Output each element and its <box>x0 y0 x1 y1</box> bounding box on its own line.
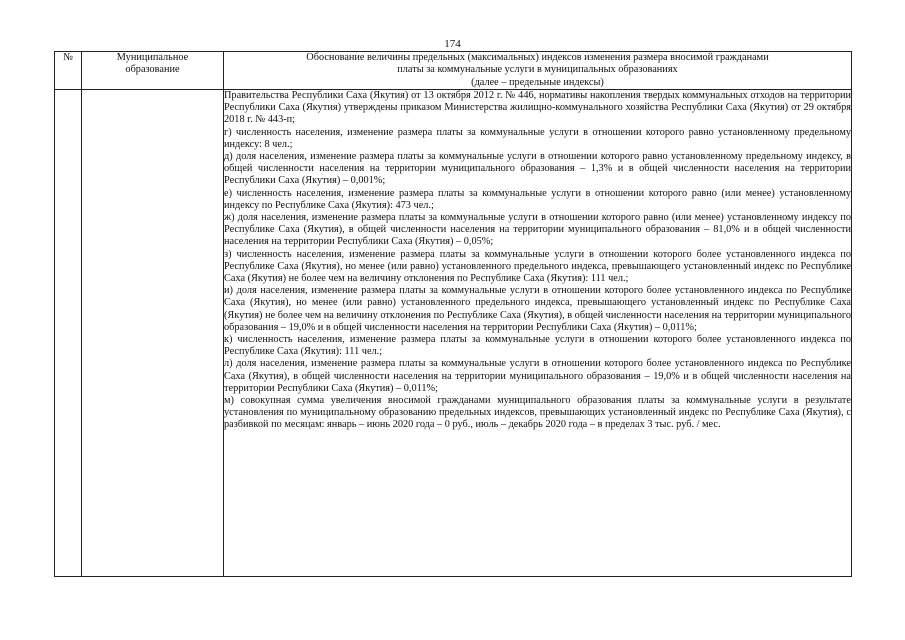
rationale-paragraph: з) численность населения, изменение размера платы за коммунальные услуги в отношении которого более установленного индекса по Республике Саха (Якутия), но менее (или равно) установленного предельного индекса, превышающего установленный индекс по Республике Саха (Якутия) не более чем на величину отклонения по Республике Саха (Якутия): 111 чел.; <box>224 248 851 284</box>
rationale-paragraph: к) численность населения, изменение размера платы за коммунальные услуги в отношении которого более установленного индекса по Республике Саха (Якутия): 111 чел.; <box>224 333 851 358</box>
table-header-row <box>55 52 852 90</box>
row-rationale-cell <box>224 89 852 576</box>
rationale-paragraph: Правительства Республики Саха (Якутия) от 13 октября 2012 г. № 446, нормативы накопления твердых коммунальных отходов на территории Республики Саха (Якутия) утверждены приказом Министерства жилищно-коммунального хозяйства Республики Саха (Якутия) от 29 октября 2018 г. № 443-п; <box>224 89 851 126</box>
rationale-paragraph: и) доля населения, изменение размера платы за коммунальные услуги в отношении которого более установленного индекса по Республике Саха (Якутия), но менее (или равно) установленного предельного индекса, превышающего установленный индекс по Республике Саха (Якутия) не более чем на величину отклонения по Республике Саха (Якутия), в общей численности населения на территории муниципального образования – 19,0% и в общей численности населения на территории Республики Саха (Якутия) – 0,011%; <box>224 285 851 333</box>
row-number-cell <box>55 89 82 576</box>
rationale-paragraph: г) численность населения, изменение размера платы за коммунальные услуги в отношении которого равно установленному предельному индексу: 8 чел.; <box>224 126 851 150</box>
header-rationale-line-2: платы за коммунальные услуги в муниципальных образованиях <box>397 64 678 76</box>
page-number: 174 <box>444 38 461 50</box>
rationale-paragraph: ж) доля населения, изменение размера платы за коммунальные услуги в отношении которого равно (или менее) установленному индексу по Республике Саха (Якутия), в общей численности населения на территории муниципального образования – 81,0% и в общей численности населения на территории Республики Саха (Якутия) – 0,05%; <box>224 211 851 248</box>
header-municipality <box>82 52 224 90</box>
header-municipality-line-2: образование <box>125 64 180 76</box>
header-rationale <box>224 52 852 90</box>
header-number <box>55 52 82 90</box>
header-municipality-line-1: Муниципальное <box>116 52 189 63</box>
header-number-label: № <box>63 52 73 63</box>
rationale-paragraph: м) совокупная сумма увеличения вносимой гражданами муниципального образования платы за коммунальные услуги в результате установления по муниципальному образованию предельных индексов, превышающих установленный индекс по Республике Саха (Якутия), с разбивкой по месяцам: январь – июнь 2020 года – 0 руб., июль – декабрь 2020 года – в пределах 3 тыс. руб. / мес. <box>224 394 851 431</box>
rationale-table <box>54 51 852 577</box>
rationale-paragraph: е) численность населения, изменение размера платы за коммунальные услуги в отношении которого равно (или менее) установленному индексу по Республике Саха (Якутия): 473 чел.; <box>224 187 851 211</box>
header-rationale-line-3: (далее – предельные индексы) <box>471 76 604 88</box>
table-row <box>55 89 852 576</box>
rationale-paragraph: д) доля населения, изменение размера платы за коммунальные услуги в отношении которого равно установленному предельному индексу, в общей численности населения на территории муниципального образования – 1,3% и в общей численности населения на территории Республики Саха (Якутия) – 0,001%; <box>224 150 851 187</box>
row-municipality-cell <box>82 89 224 576</box>
rationale-paragraph: л) доля населения, изменение размера платы за коммунальные услуги в отношении которого более установленного индекса по Республике Саха (Якутия), в общей численности населения на территории муниципального образования – 19,0% и в общей численности населения на территории Республики Саха (Якутия) – 0,011%; <box>224 358 851 394</box>
header-rationale-line-1: Обоснование величины предельных (максимальных) индексов изменения размера вносимой гражданами <box>306 52 769 63</box>
